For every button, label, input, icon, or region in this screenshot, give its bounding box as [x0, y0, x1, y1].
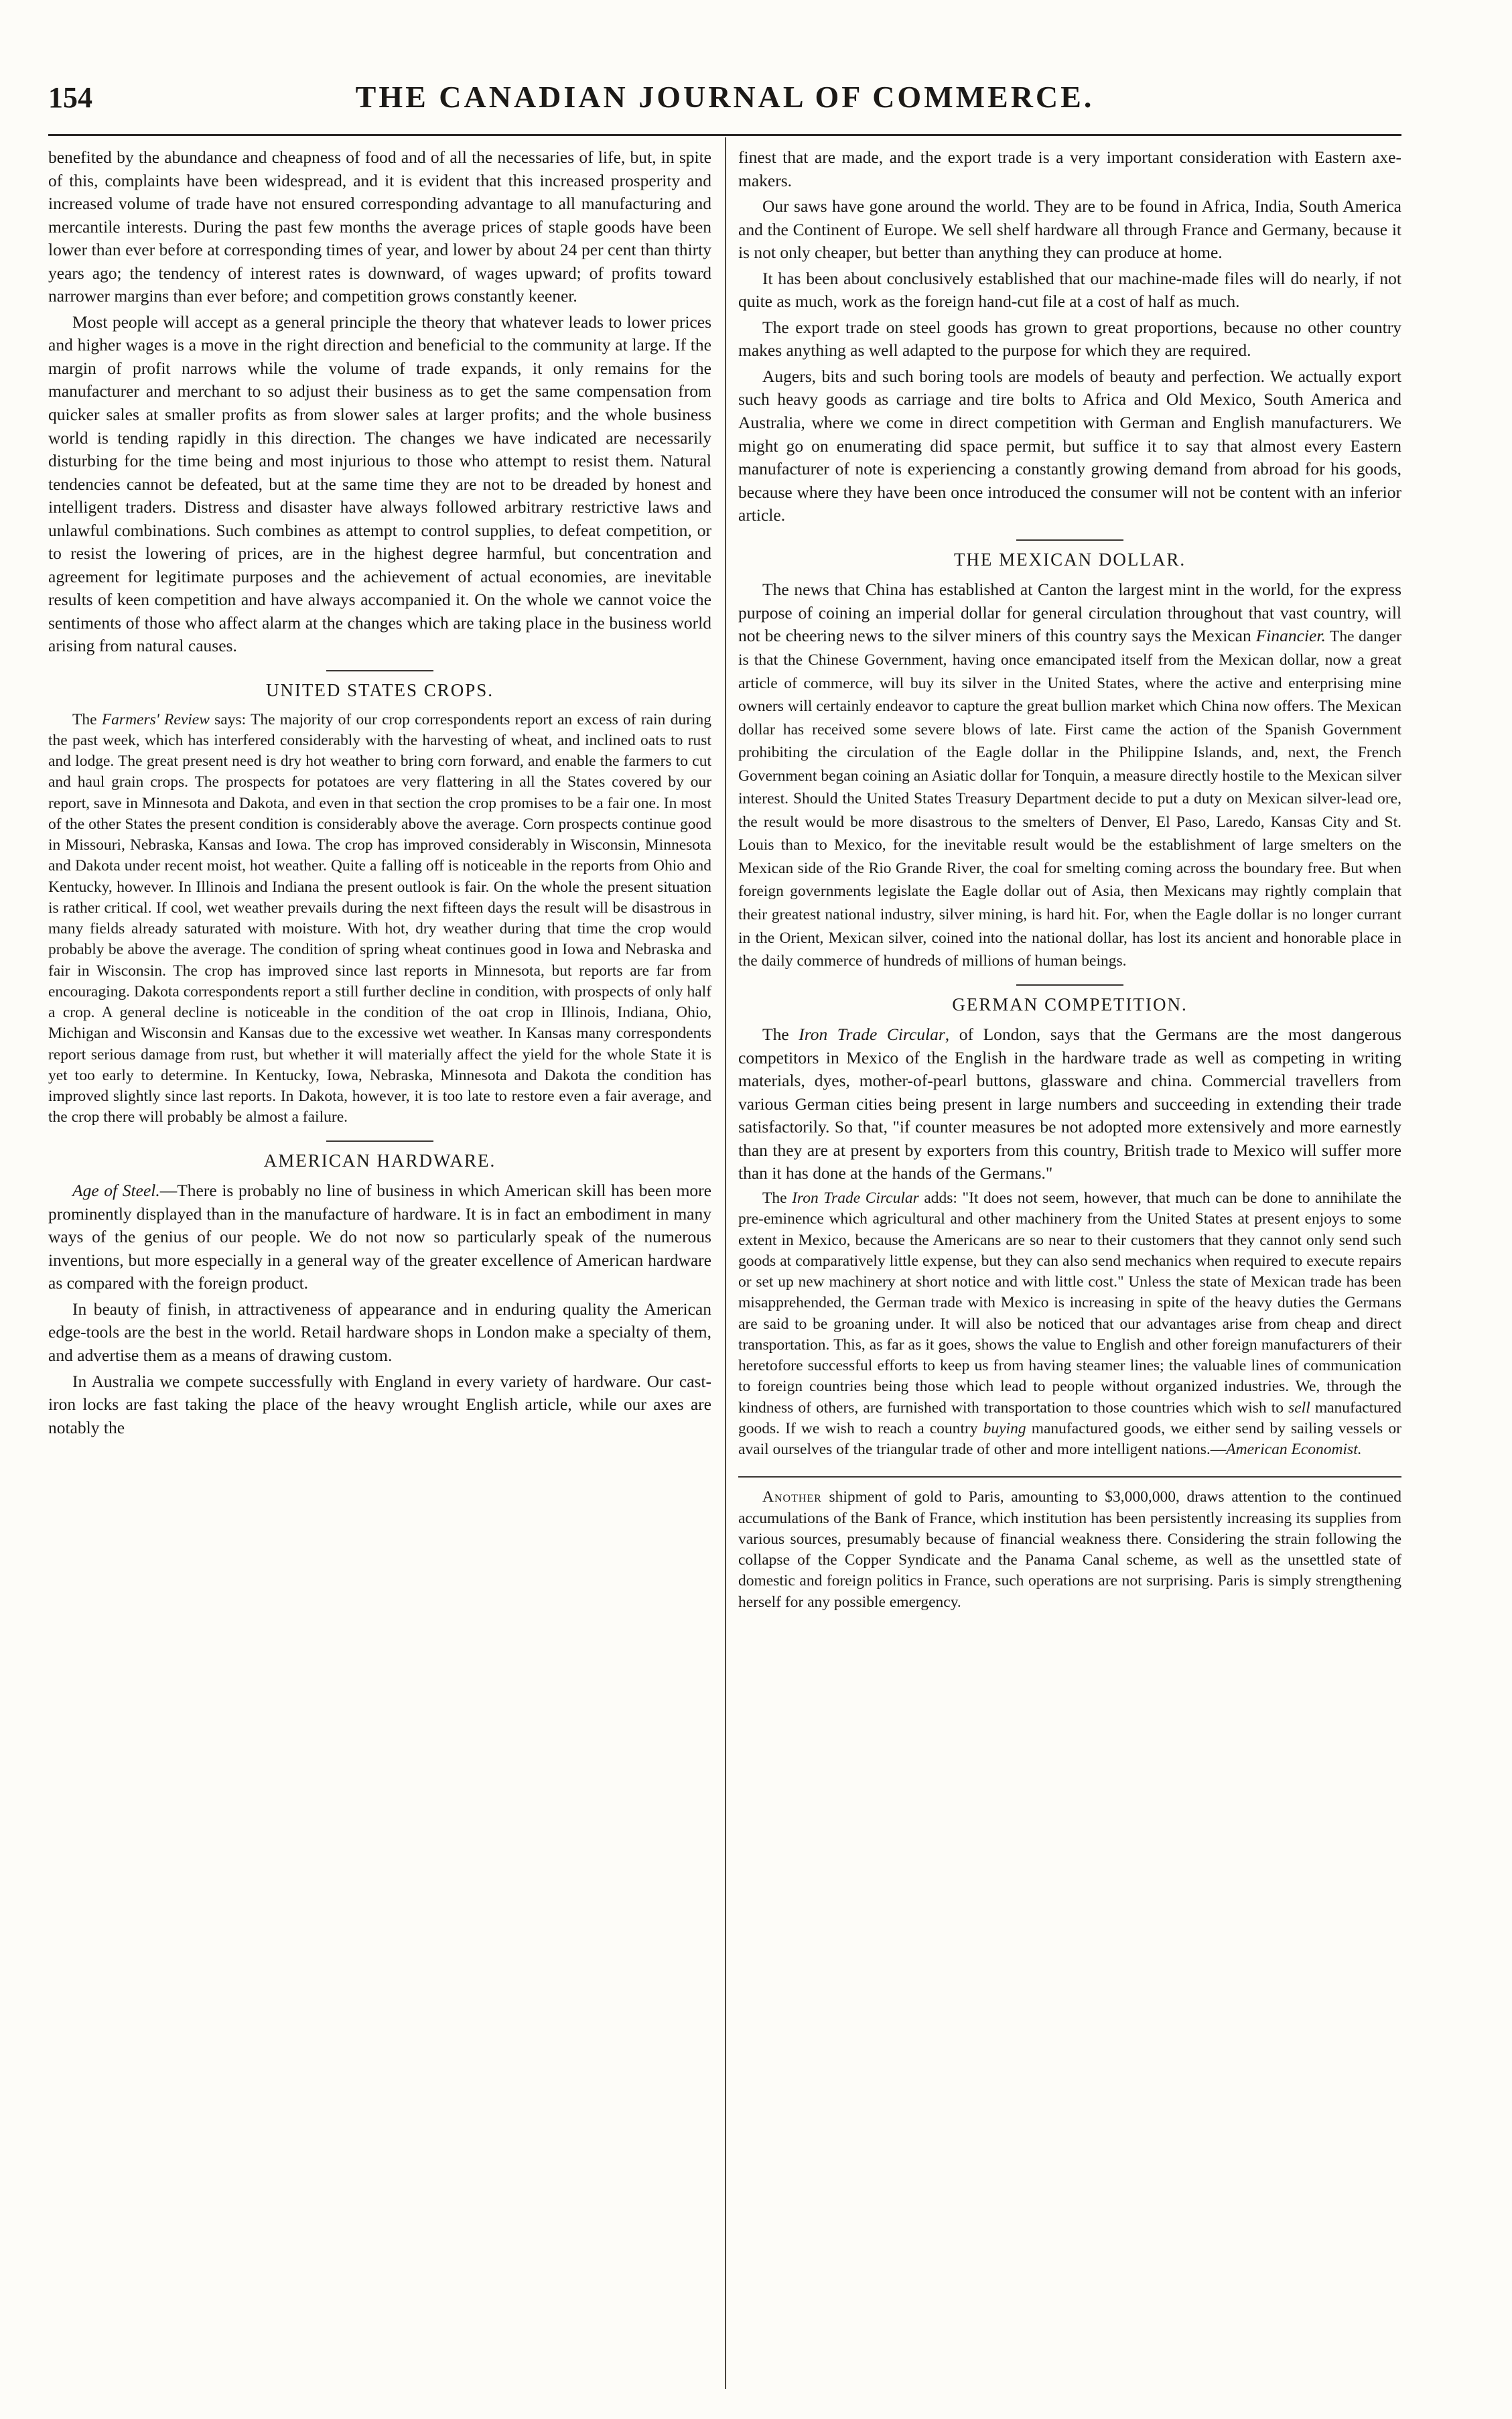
dollar-article — [738, 578, 1401, 972]
german-paragraph-2 — [738, 1188, 1401, 1460]
right-column — [738, 146, 1401, 1616]
files-paragraph: It has been about conclusively established that our machine-made files will do nearly, if not quite as much, work as the foreign hand-cut file at a cost of half as much. — [738, 268, 1401, 312]
crops-body: says: The majority of our crop correspondents report an excess of rain during the past week, which has interfered considerably with the harvesting of wheat, and inclined oats to rust and lodge. The great present need is dry hot weather to bring corn forward, and enable the farmers to cut and haul grain crops. The prospects for potatoes are very flattering in all the States covered by our report, save in Minnesota and Dakota, and even in that section the crop promises to be a fair one. In most of the other States the present condition is considerably above the average. Corn prospects continue good in Missouri, Nebraska, Kansas and Iowa. The crop has improved considerably in Wisconsin, Minnesota and Dakota under recent moist, hot weather. Quite a falling off is noticeable in the reports from Ohio and Kentucky, however. In Illinois and Indiana the present outlook is fair. On the whole the present situation is rather critical. If cool, wet weather prevails during the next fifteen days the result will be disastrous in many fields already saturated with moisture. With hot, dry weather during that time the crop would probably be above the average. The condition of spring wheat continues good in Iowa and Nebraska and fair in Wisconsin. The crop has improved since last reports in Minnesota, but reports are far from encouraging. Dakota correspondents report a still further decline in condition, with prospects of only half a crop. A general decline is noticeable in the condition of the oat crop in Illinois, Indiana, Ohio, Michigan and Wisconsin and Kansas due to the excessive wet weather. In Kansas many correspondents report serious damage from rust, but whether it will materially affect the yield for the whole State it is yet too early to determine. In Kentucky, Iowa, Nebraska, Minnesota and Dakota the condition has improved slightly since last reports. In Dakota, however, it is too late to restore even a fair average, and the crop there will probably be almost a failure. — [48, 710, 711, 1126]
steel-paragraph: The export trade on steel goods has grown to great proportions, because no other country makes anything as well adapted to the purpose for which they are required. — [738, 317, 1401, 361]
hardware-p1-text: —There is probably no line of business in which American skill has been more prominently displayed than in the manufacture of hardware. It is in fact an embodiment in many ways of the genius of our people. We do not now so particularly speak of the numerous inventions, but more especially in a general way of the greater excellence of American hardware as compared with the foreign product. — [48, 1181, 711, 1293]
german-p2-credit: American Economist. — [1226, 1441, 1362, 1459]
saws-paragraph: Our saws have gone around the world. They are to be found in Africa, India, South America and the Continent of Europe. We sell shelf hardware all through France and Germany, because it is not only cheaper, but better than anything they can produce at home. — [738, 196, 1401, 263]
german-p2-text: adds: "It does not seem, however, that much can be done to annihilate the pre-eminence which agricultural and other machinery from the United States at present enjoys to some extent in Mexico, because the Americans are so near to their customers that they cannot only send such goods at comparatively little expense, but they can also send mechanics when required to execute repairs or set up new machinery at short notice and with little cost." Unless the state of Mexican trade has been misapprehended, the German trade with Mexico is increasing in spite of the heavy duties the Germans are said to be groaning under. It will also be noticed that our advantages arise from cheap and direct transportation. This, as far as it goes, shows the value to English and other foreign manufacturers of their heretofore successful efforts to keep us from having steamer lines; the valuable lines of communication to foreign countries being those which lead to people without organized industries. We, through the kindness of others, are furnished with transportation to those countries which wish to — [738, 1189, 1401, 1417]
dollar-text-a: The news that China has established at Canton the largest mint in the world, for the express purpose of coining an imperial dollar for general circulation throughout that vast country, will not be cheering news to the silver miners of this country says the Mexican — [738, 580, 1401, 646]
crops-heading: UNITED STATES CROPS. — [265, 680, 494, 701]
hardware-source: Age of Steel. — [72, 1181, 160, 1201]
gold-body: shipment of gold to Paris, amounting to $3,000,000, draws attention to the continued accumulations of the Bank of France, which institution has been persistently increasing its supplies from various sources, presumably because of financial weakness there. Considering the strain following the collapse of the Copper Syndicate and the Panama Canal scheme, as well as the unsettled state of domestic and foreign politics in France, such operations are not surprising. Paris is simply strengthening herself for any possible emergency. — [738, 1488, 1401, 1611]
crops-source: Farmers' Review — [101, 710, 210, 728]
hardware-paragraph-2: In beauty of finish, in attractiveness of appearance and in enduring quality the American edge-tools are the best in the world. Retail hardware shops in London make a specialty of them, and advertise them as a means of drawing custom. — [48, 1299, 711, 1366]
column-divider — [725, 137, 726, 2389]
dollar-source: Financier. — [1255, 626, 1326, 646]
german-p1-text: , of London, says that the Germans are the most dangerous competitors in Mexico of the English in the hardware trade as well as competing in writing materials, dyes, mother-of-pearl buttons, glassware and china. Commercial travellers from various German cities being present in large numbers and succeeding in extending their trade satisfactorily. So that, "if counter measures be not adopted more extensively and more earnestly than they are at present by exporters from this country, British trade to Mexico will suffer more than it has done at the hands of the Germans." — [738, 1025, 1401, 1183]
hardware-paragraph-1 — [48, 1179, 711, 1295]
dollar-heading: THE MEXICAN DOLLAR. — [953, 549, 1186, 570]
hardware-heading: AMERICAN HARDWARE. — [263, 1150, 496, 1171]
gold-lead: Another — [762, 1488, 822, 1506]
german-p2-lead: The — [762, 1189, 793, 1207]
german-source: Iron Trade Circular — [799, 1025, 945, 1045]
hardware-continued: finest that are made, and the export trade is a very important consideration with Eastern axe-makers. — [738, 147, 1401, 190]
gold-shipment-note — [738, 1476, 1401, 1613]
journal-title: THE CANADIAN JOURNAL OF COMMERCE. — [355, 80, 1095, 114]
masthead-rule — [48, 134, 1401, 136]
german-p2-source: Iron Trade Circular — [792, 1189, 919, 1207]
augers-paragraph: Augers, bits and such boring tools are models of beauty and perfection. We actually export such heavy goods as carriage and tire bolts to Africa and Old Mexico, South America and Australia, where we come in direct competition with German and English manufacturers. We might go on enumerating did space permit, but suffice it to say that almost every Eastern manufacturer of note is experiencing a constantly growing demand from abroad for his goods, because where they have been once introduced the consumer will not be content with an inferior article. — [738, 366, 1401, 525]
intro-paragraph-2: Most people will accept as a general principle the theory that whatever leads to lower prices and higher wages is a move in the right direction and beneficial to the community at large. If the margin of profit narrows while the volume of trade expands, it only remains for the manufacturer and merchant to so adjust their business as to get the same compensation from quicker sales at smaller profits as from slower sales at larger profits; and the whole business world is tending rapidly in this direction. The changes we have indicated are necessarily disturbing for the time being and most injurious to those who attempt to resist them. Natural tendencies cannot be defeated, but at the same time they are not to be dreaded by honest and intelligent traders. Distress and disaster have always followed arbitrary restrictive laws and unlawful combinations. Such combines as attempt to control supplies, to defeat competition, or to resist the lowering of prices, are in the highest degree harmful, but concentration and agreement for legitimate purposes and the achievement of actual economies, are inevitable results of keen competition and have always accompanied it. On the whole we cannot voice the sentiments of those who affect alarm at the changes which are taking place in the business world arising from natural causes. — [48, 312, 711, 656]
german-p2-em2: buying — [983, 1419, 1026, 1437]
german-heading: GERMAN COMPETITION. — [952, 994, 1188, 1015]
section-rule — [326, 1140, 433, 1142]
dollar-text-b: The danger is that the Chinese Government, having once emancipated itself from the Mexican dollar, now a great article of commerce, will buy its silver in the United States, where the active and enterprising mine owners will certainly endeavor to capture the great bullion market which China now offers. The Mexican dollar has received some severe blows of late. First came the action of the Spanish Government prohibiting the circulation of the Eagle dollar in the Philippine Islands, and, next, the French Government began coining an Asiatic dollar for Tonquin, a measure directly hostile to the Mexican silver interest. Should the United States Treasury Department decide to put a duty on Mexican silver-lead ore, the result would be more disastrous to the smelters of Denver, El Paso, Laredo, Kansas City and St. Louis than to Mexico, for the inevitable result would be the establishment of large smelters on the Mexican side of the Rio Grande River, the coal for smelting coming across the boundary free. But when foreign governments legislate the Eagle dollar out of Asia, then Mexicans may rightly complain that their greatest national industry, silver mining, is hard hit. For, when the Eagle dollar is no longer currant in the Orient, Mexican silver, coined into the national dollar, has lost its ancient and honorable place in the daily commerce of hundreds of millions of human beings. — [738, 628, 1401, 970]
section-rule — [1016, 984, 1123, 986]
crops-lead: The — [72, 710, 97, 728]
german-lead: The — [762, 1025, 799, 1045]
section-rule — [1016, 539, 1123, 541]
crops-article — [48, 710, 711, 1128]
masthead — [48, 74, 1401, 127]
german-paragraph-1 — [738, 1023, 1401, 1185]
german-p2-text-c: manufactured goods, we either send by sailing vessels or avail ourselves of the triangular trade of other and more intelligent nations.— — [738, 1419, 1401, 1459]
hardware-paragraph-3: In Australia we compete successfully with England in every variety of hardware. Our cast-iron locks are fast taking the place of the heavy wrought English article, while our axes are notably the — [48, 1371, 711, 1437]
page-number: 154 — [48, 81, 92, 114]
german-p2-text-b: manufactured goods. If we wish to reach a country — [738, 1398, 1401, 1437]
intro-paragraph-1: benefited by the abundance and cheapness of food and of all the necessaries of life, but, in spite of this, complaints have been widespread, and it is evident that this increased prosperity and increased volume of trade have not ensured corresponding advantage to all manufacturing and mercantile interests. During the past few months the average prices of staple goods have been lower than ever before at corresponding times of year, and lower by about 24 per cent than thirty years ago; the tendency of interest rates is downward, of wages upward; of profits toward narrower margins than ever before; and competition grows constantly keener. — [48, 147, 711, 306]
left-column — [48, 146, 711, 1442]
gold-paragraph — [738, 1487, 1401, 1613]
section-rule — [326, 670, 433, 671]
german-p2-em: sell — [1288, 1398, 1310, 1417]
